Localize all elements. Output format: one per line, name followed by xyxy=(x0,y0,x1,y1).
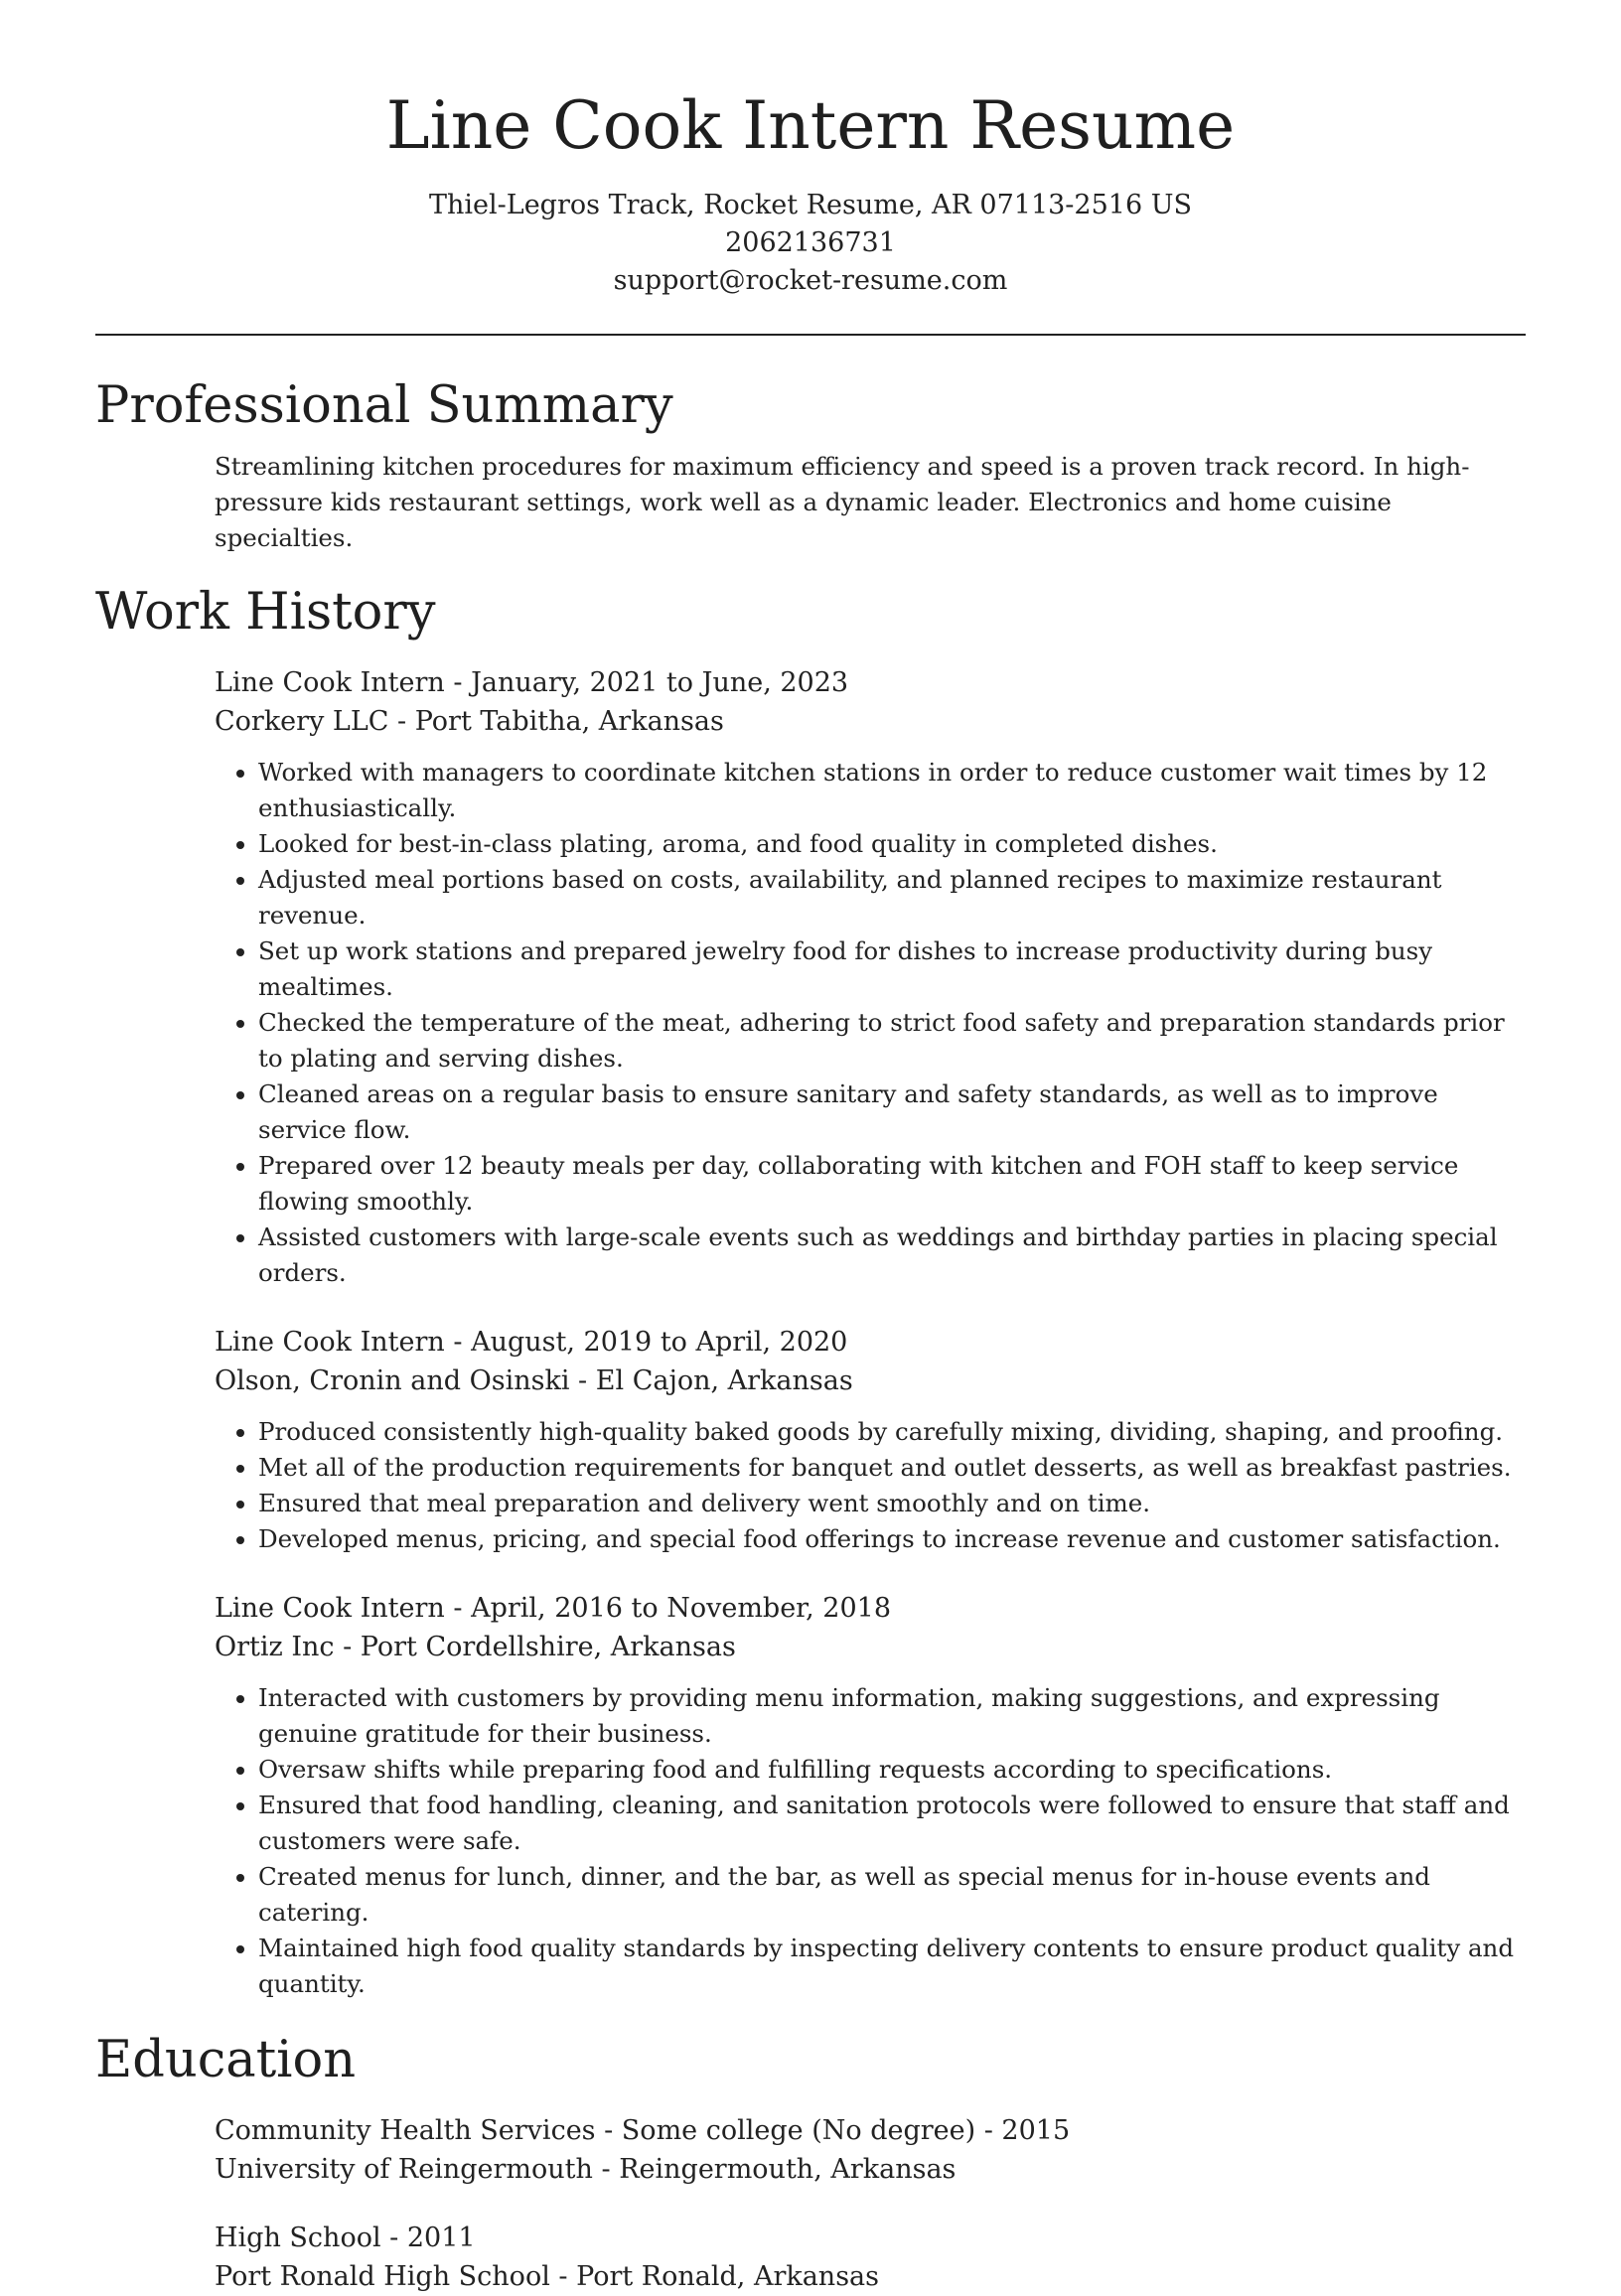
summary-text: Streamlining kitchen procedures for maximum efficiency and speed is a proven track record. In high-pressure kids restaurant settings, work well as a dynamic leader. Electronics and home cuisine specialties. xyxy=(215,452,1470,552)
education-entry xyxy=(215,2219,1526,2296)
education-school-line: University of Reingermouth - Reingermouth, Arkansas xyxy=(215,2154,957,2185)
job-bullets xyxy=(215,1414,1526,1557)
education-entry xyxy=(215,2111,1526,2189)
resume-title: Line Cook Intern Resume xyxy=(385,87,1236,164)
job-title-line: Line Cook Intern - August, 2019 to April, 2020 xyxy=(215,1327,848,1358)
contact-address: Thiel-Legros Track, Rocket Resume, AR 07113-2516 US xyxy=(429,190,1192,220)
job-title-line: Line Cook Intern - January, 2021 to June, 2023 xyxy=(215,667,849,698)
job-entry xyxy=(215,1323,1526,1557)
education-school-line: Port Ronald High School - Port Ronald, Arkansas xyxy=(215,2261,880,2292)
job-bullet: • Ensured that food handling, cleaning, and sanitation protocols were followed to ensure that staff and customers were safe. xyxy=(258,1788,1526,1859)
education-degree-line: Community Health Services - Some college (No degree) - 2015 xyxy=(215,2115,1071,2146)
job-bullet: • Maintained high food quality standards by inspecting delivery contents to ensure product quality and quantity. xyxy=(258,1931,1526,2002)
job-bullet: • Assisted customers with large-scale events such as weddings and birthday parties in placing special orders. xyxy=(258,1220,1526,1291)
job-bullet: • Interacted with customers by providing menu information, making suggestions, and expressing genuine gratitude for their business. xyxy=(258,1680,1526,1752)
contact-block xyxy=(95,187,1526,300)
job-company-line: Ortiz Inc - Port Cordellshire, Arkansas xyxy=(215,1632,736,1662)
job-entry xyxy=(215,1589,1526,2002)
contact-phone: 2062136731 xyxy=(725,227,896,258)
job-bullet: • Prepared over 12 beauty meals per day, collaborating with kitchen and FOH staff to keep service flowing smoothly. xyxy=(258,1148,1526,1220)
resume-page xyxy=(95,0,1526,2296)
header-divider xyxy=(95,334,1526,336)
education-degree-line: High School - 2011 xyxy=(215,2223,476,2253)
summary-section xyxy=(215,449,1526,556)
job-company-line: Olson, Cronin and Osinski - El Cajon, Arkansas xyxy=(215,1365,853,1396)
job-bullets xyxy=(215,755,1526,1291)
job-title-line: Line Cook Intern - April, 2016 to November, 2018 xyxy=(215,1593,891,1624)
job-company-line: Corkery LLC - Port Tabitha, Arkansas xyxy=(215,706,724,737)
contact-email: support@rocket-resume.com xyxy=(613,265,1008,296)
education-heading: Education xyxy=(95,2031,357,2089)
work-history-section xyxy=(215,663,1526,2002)
education-section xyxy=(215,2111,1526,2296)
job-bullet: • Created menus for lunch, dinner, and the bar, as well as special menus for in-house events and catering. xyxy=(258,1859,1526,1931)
job-bullet: • Produced consistently high-quality baked goods by carefully mixing, dividing, shaping, and proofing. xyxy=(258,1414,1526,1450)
job-bullet: • Developed menus, pricing, and special food offerings to increase revenue and customer satisfaction. xyxy=(258,1521,1526,1557)
job-bullet: • Ensured that meal preparation and delivery went smoothly and on time. xyxy=(258,1486,1526,1521)
job-bullet: • Looked for best-in-class plating, aroma, and food quality in completed dishes. xyxy=(258,826,1526,862)
job-bullet: • Met all of the production requirements for banquet and outlet desserts, as well as breakfast pastries. xyxy=(258,1450,1526,1486)
job-bullets xyxy=(215,1680,1526,2002)
job-bullet: • Adjusted meal portions based on costs, availability, and planned recipes to maximize restaurant revenue. xyxy=(258,862,1526,933)
work-history-heading: Work History xyxy=(95,583,436,642)
job-bullet: • Set up work stations and prepared jewelry food for dishes to increase productivity during busy mealtimes. xyxy=(258,933,1526,1005)
job-bullet: • Oversaw shifts while preparing food and fulfilling requests according to specifications. xyxy=(258,1752,1526,1788)
job-bullet: • Worked with managers to coordinate kitchen stations in order to reduce customer wait times by 12 enthusiastically. xyxy=(258,755,1526,826)
job-bullet: • Cleaned areas on a regular basis to ensure sanitary and safety standards, as well as to improve service flow. xyxy=(258,1076,1526,1148)
summary-heading: Professional Summary xyxy=(95,376,673,435)
job-entry xyxy=(215,663,1526,1291)
job-bullet: • Checked the temperature of the meat, adhering to strict food safety and preparation standards prior to plating and serving dishes. xyxy=(258,1005,1526,1076)
